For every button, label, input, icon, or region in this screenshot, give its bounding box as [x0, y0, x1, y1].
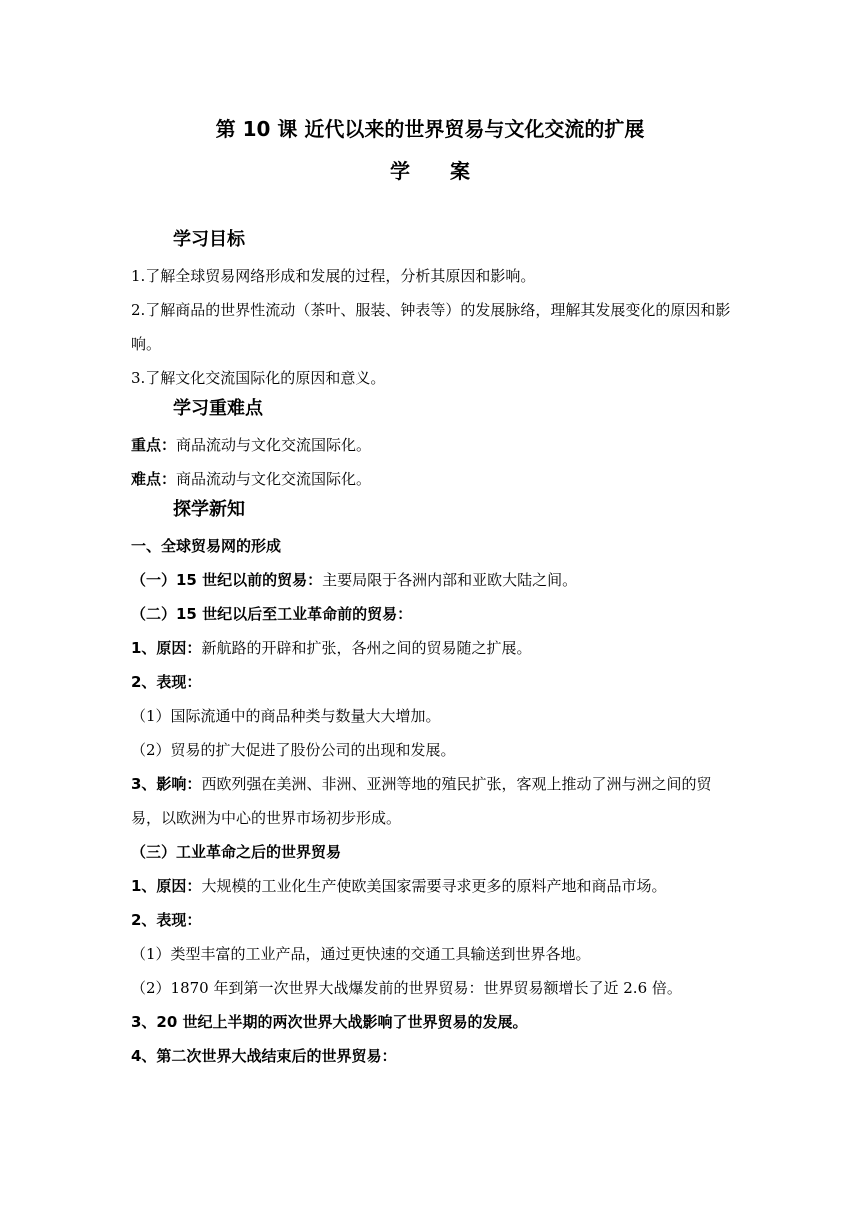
sub2-reason-label: 1、原因： [131, 639, 202, 657]
page-title: 第 10 课 近代以来的世界贸易与文化交流的扩展 [215, 117, 645, 141]
difficulty-line [131, 462, 736, 496]
sub2-reason-line [131, 631, 736, 665]
sub3-reason-text: 大规模的工业化生产使欧美国家需要寻求更多的原料产地和商品市场。 [201, 877, 667, 895]
sub2-impact-label: 3、影响： [131, 775, 202, 793]
sub2-perf-item-2: （2）贸易的扩大促进了股份公司的出现和发展。 [131, 741, 456, 759]
sub3-point-3: 3、20 世纪上半期的两次世界大战影响了世界贸易的发展。 [131, 1013, 528, 1031]
sub3-title: （三）工业革命之后的世界贸易 [131, 843, 342, 861]
sub2-perf-item-1: （1）国际流通中的商品种类与数量大大增加。 [131, 707, 441, 725]
sub3-perf-item-1: （1）类型丰富的工业产品，通过更快速的交通工具输送到世界各地。 [131, 945, 591, 963]
part1-title: 一、全球贸易网的形成 [131, 537, 282, 555]
page-subtitle: 学案 [390, 159, 510, 183]
sub1-label: （一）15 世纪以前的贸易： [131, 571, 323, 589]
sub3-reason-line [131, 869, 736, 903]
sub1-text: 主要局限于各洲内部和亚欧大陆之间。 [322, 571, 578, 589]
sub3-perf-item-2: （2）1870 年到第一次世界大战爆发前的世界贸易：世界贸易额增长了近 2.6 倍。 [131, 979, 682, 997]
document-body [131, 226, 736, 1073]
goal-item-2: 2.了解商品的世界性流动（茶叶、服装、钟表等）的发展脉络，理解其发展变化的原因和影响。 [131, 301, 731, 353]
focus-text: 商品流动与文化交流国际化。 [176, 436, 372, 454]
section-heading-goals: 学习目标 [173, 229, 245, 250]
sub3-perf-label: 2、表现： [131, 911, 202, 929]
difficulty-text: 商品流动与文化交流国际化。 [176, 470, 372, 488]
goal-item-3: 3.了解文化交流国际化的原因和意义。 [131, 369, 386, 387]
sub2-title: （二）15 世纪以后至工业革命前的贸易： [131, 605, 413, 623]
difficulty-label: 难点： [131, 470, 177, 488]
sub2-reason-text: 新航路的开辟和扩张，各州之间的贸易随之扩展。 [201, 639, 532, 657]
sub2-impact-line [131, 767, 736, 835]
focus-line [131, 428, 736, 462]
section-heading-explore: 探学新知 [173, 499, 245, 520]
focus-label: 重点： [131, 436, 177, 454]
sub3-reason-label: 1、原因： [131, 877, 202, 895]
sub2-perf-label: 2、表现： [131, 673, 202, 691]
sub1-line [131, 563, 736, 597]
sub3-point-4: 4、第二次世界大战结束后的世界贸易： [131, 1047, 397, 1065]
sub2-impact-text: 西欧列强在美洲、非洲、亚洲等地的殖民扩张，客观上推动了洲与洲之间的贸易，以欧洲为中心的世界市场初步形成。 [131, 775, 712, 827]
goal-item-1: 1.了解全球贸易网络形成和发展的过程，分析其原因和影响。 [131, 267, 536, 285]
section-heading-keypoints: 学习重难点 [173, 398, 263, 419]
